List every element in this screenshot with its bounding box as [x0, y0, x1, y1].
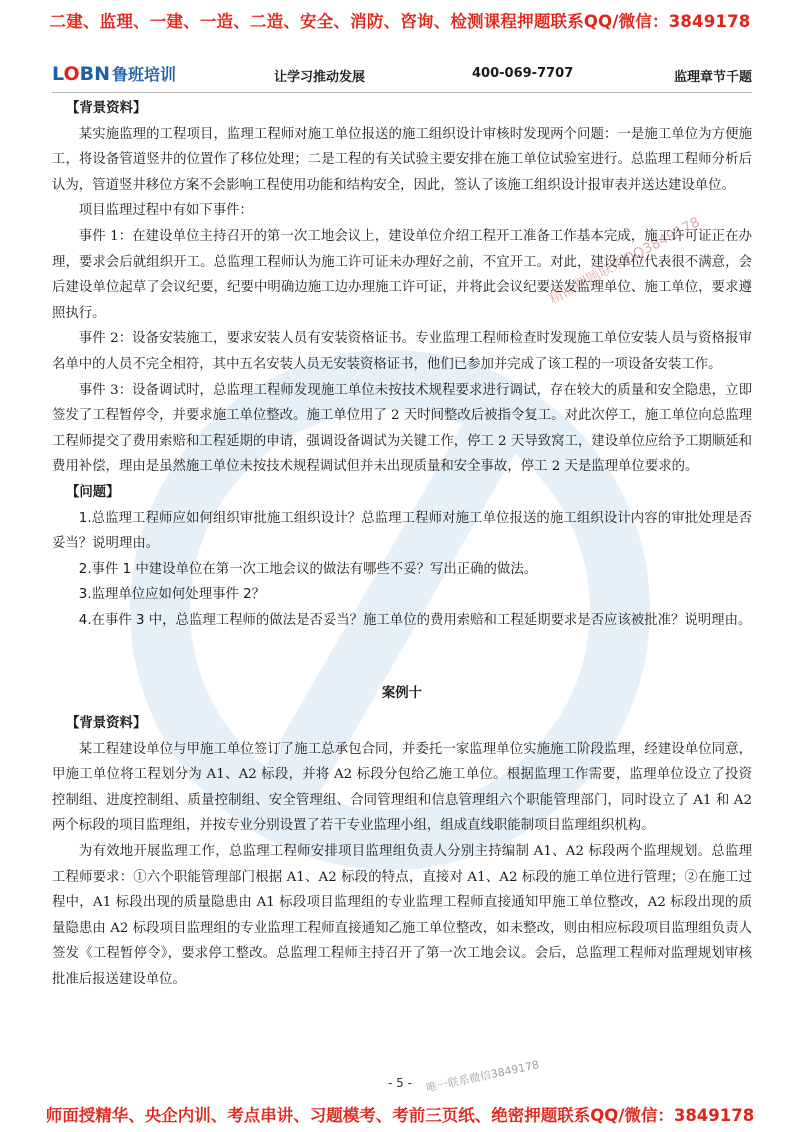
case9-paragraph: 项目监理过程中有如下事件：	[78, 203, 253, 219]
case10-paragraph: 为有效地开展监理工作，总监理工程师安排项目监理组负责人分别主持编制 A1、A2 标段两个监理规划。总监理工程师要求：①六个职能管理部门根据 A1、A2 标段的特点，直接对 A1、A2 标段的施工单位进行管理；②在施工过程中，A1 标段出现的质量隐患由 A1 标段项目监理组的专业监理工程师直接通知甲施工单位整改，A2 标段出现的质量隐患由 A2 标段项目监理组的专业监理工程师直接通知乙施工单位整改，如未整改，则由相应标段项目监理组负责人签发《工程暂停令》，要求停工整改。总监理工程师主持召开了第一次工地会议。会后，总监理工程师对监理规划审核批准后报送建设单位。	[52, 844, 752, 987]
bottom-promo-banner: 师面授精华、央企内训、考点串讲、习题模考、考前三页纸、绝密押题联系QQ/微信：3849178	[45, 1106, 755, 1125]
case9-question-heading: 【问题】	[66, 484, 120, 500]
case9-question: 3.监理单位应如何处理事件 2？	[78, 587, 266, 603]
case9-background-heading: 【背景资料】	[66, 101, 147, 116]
case10-title: 案例十	[381, 686, 423, 702]
footer-watermark-text: 唯一联系微信3849178	[425, 1058, 541, 1095]
header-phone: 400-069-7707	[472, 66, 574, 81]
case10-paragraph: 某工程建设单位与甲施工单位签订了施工总承包合同，并委托一家监理单位实施施工阶段监理，经建设单位同意，甲施工单位将工程划分为 A1、A2 标段，并将 A2 标段分包给乙施工单位。根据监理工作需要，监理单位设立了投资控制组、进度控制组、质量控制组、安全管理组、合同管理组和信息管理组六个职能管理部门，同时设立了 A1 和 A2 两个标段的项目监理组，并按专业分别设置了若干专业监理小组，组成直线职能制项目监理组织机构。	[52, 741, 752, 834]
case9-question: 1.总监理工程师应如何组织审批施工组织设计？总监理工程师对施工单位报送的施工组织设计内容的审批处理是否妥当？说明理由。	[52, 510, 752, 552]
page-header	[52, 63, 752, 88]
logo-cn-text: 鲁班培训	[111, 65, 176, 84]
case9-question: 2.事件 1 中建设单位在第一次工地会议的做法有哪些不妥？写出正确的做法。	[78, 561, 538, 577]
page-number: - 5 -	[388, 1076, 412, 1090]
document-body	[52, 96, 752, 993]
watermark-text: 精品押题联系QQ3849178	[546, 214, 703, 308]
header-title: 监理章节千题	[673, 70, 752, 85]
top-promo-banner: 二建、监理、一建、一造、二造、安全、消防、咨询、检测课程押题联系QQ/微信：3849178	[49, 12, 751, 31]
case10-background-heading: 【背景资料】	[66, 716, 147, 732]
case9-paragraph: 事件 1：在建设单位主持召开的第一次工地会议上，建设单位介绍工程开工准备工作基本完成，施工许可证正在办理，要求会后就组织开工。总监理工程师认为施工许可证未办理好之前，不宜开工。对此，建设单位代表很不满意，会后建设单位起草了会议纪要，纪要中明确边施工边办理施工许可证，并将此会议纪要送发监理单位、施工单位，要求遵照执行。	[52, 228, 752, 321]
case9-question: 4.在事件 3 中，总监理工程师的做法是否妥当？施工单位的费用索赔和工程延期要求是否应该被批准？说明理由。	[78, 612, 752, 628]
case9-paragraph: 事件 2：设备安装施工，要求安装人员有安装资格证书。专业监理工程师检查时发现施工单位安装人员与资格报审名单中的人员不完全相符，其中五名安装人员无安装资格证书，他们已参加并完成了该工程的一项设备安装工作。	[52, 331, 752, 372]
header-slogan: 让学习推动发展	[274, 70, 366, 85]
case9-paragraph: 事件 3：设备调试时，总监理工程师发现施工单位未按技术规程要求进行调试，存在较大的质量和安全隐患，立即签发了工程暂停令，并要求施工单位整改。施工单位用了 2 天时间整改后被指令复工。对此次停工，施工单位向总监理工程师提交了费用索赔和工程延期的申请，强调设备调试为关键工作，停工 2 天导致窝工，建设单位应给予工期顺延和费用补偿，理由是虽然施工单位未按技术规程调试但并未出现质量和安全事故，停工 2 天是监理单位要求的。	[52, 382, 752, 475]
lobn-logo: LOBN 鲁班培训	[52, 63, 176, 85]
header-divider	[52, 92, 752, 93]
case9-paragraph: 某实施监理的工程项目，监理工程师对施工单位报送的施工组织设计审核时发现两个问题：一是施工单位为方便施工，将设备管道竖井的位置作了移位处理；二是工程的有关试验主要安排在施工单位试验室进行。总监理工程师分析后认为，管道竖井移位方案不会影响工程使用功能和结构安全，因此，签认了该施工组织设计报审表并送达建设单位。	[52, 126, 752, 193]
